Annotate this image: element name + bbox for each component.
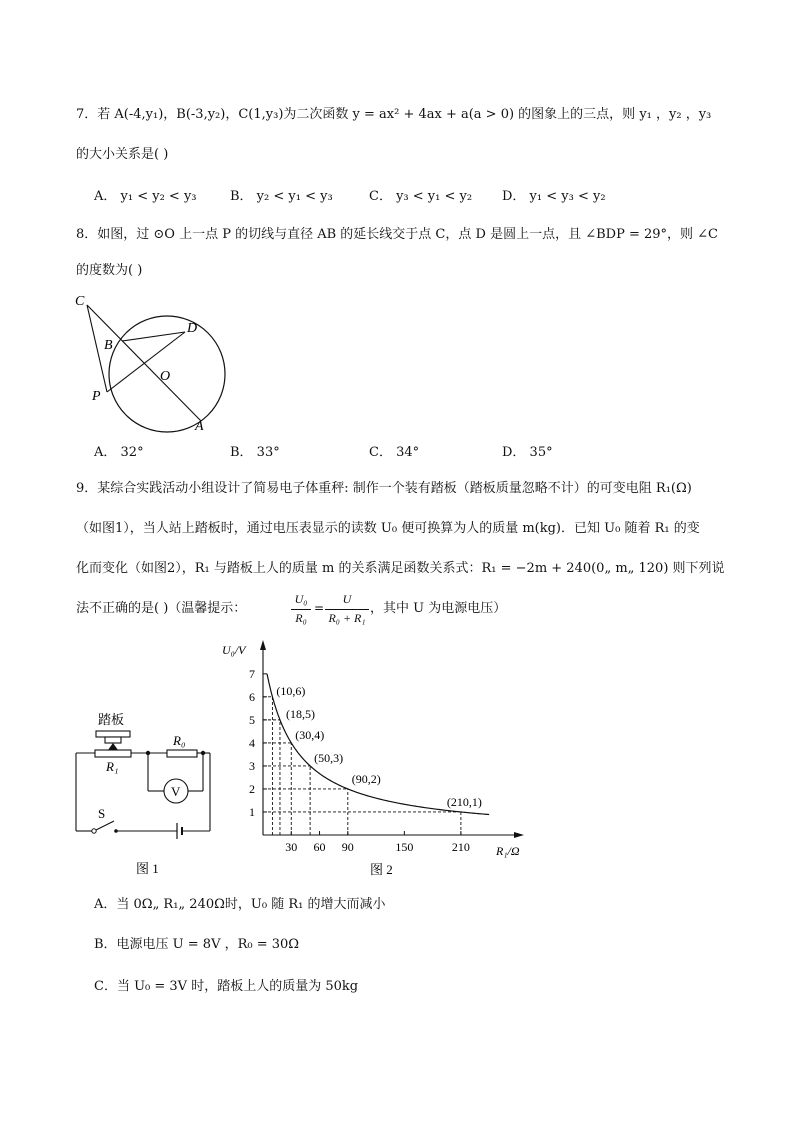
q8-option-a[interactable]: A． 32°	[94, 445, 144, 460]
q9-stem-line4-prefix: 法不正确的是( )（温馨提示：	[76, 601, 247, 616]
y-tick-label: 2	[249, 781, 255, 796]
r0-label: R₀	[173, 733, 186, 748]
y-axis-label: U₀/V	[222, 643, 246, 657]
circuit-figure	[70, 705, 220, 880]
hint-equals: =	[314, 601, 325, 615]
point-label: (210,1)	[446, 794, 482, 809]
q9-stem-line2: （如图1），当人站上踏板时，通过电压表显示的读数 U₀ 便可换算为人的质量 m(kg)．已知 U₀ 随着 R₁ 的变	[76, 521, 700, 536]
x-axis-label: R₁/Ω	[496, 844, 520, 858]
q7-stem-line1: 7．若 A(-4,y₁)，B(-3,y₂)，C(1,y₃)为二次函数 y = ax² + 4ax + a(a > 0) 的图象上的三点，则 y₁ ，y₂ ，y₃	[76, 107, 712, 122]
y-tick-label: 1	[249, 804, 255, 819]
label-b: B	[104, 338, 113, 353]
hint-fraction-right-numerator: U	[342, 592, 352, 606]
figure1-caption: 图 1	[136, 861, 159, 876]
hint-fraction-right-bar	[325, 609, 369, 610]
y-tick-label: 3	[249, 758, 255, 773]
y-tick-label: 6	[249, 689, 255, 704]
hint-formula	[290, 590, 370, 630]
switch-lever	[96, 821, 114, 830]
q9-stem-line3: 化而变化（如图2），R₁ 与踏板上人的质量 m 的关系满足函数关系式：R₁ = −2m + 240(0„ m„ 120) 则下列说	[76, 561, 725, 576]
q9-option-c[interactable]: C．当 U₀ = 3V 时，踏板上人的质量为 50kg	[94, 979, 359, 994]
x-tick-label: 210	[451, 840, 470, 854]
switch-label: S	[98, 806, 106, 821]
y-axis-arrow	[260, 640, 266, 650]
q7-stem-line2: 的大小关系是( )	[76, 147, 169, 162]
q8-stem-line1: 8．如图，过 ⊙O 上一点 P 的切线与直径 AB 的延长线交于点 C，点 D 是圆上一点，且 ∠BDP = 29°，则 ∠C	[76, 227, 718, 242]
voltmeter-label: V	[171, 784, 181, 799]
resistor-r1	[95, 750, 131, 757]
r1-label: R₁	[106, 759, 119, 774]
switch-contact-left	[92, 829, 96, 833]
q9-stem-line4-suffix: ，其中 U 为电源电压）	[370, 601, 507, 616]
resistor-r0	[167, 750, 197, 757]
point-label: (10,6)	[276, 683, 306, 698]
label-d: D	[187, 321, 198, 336]
x-tick-label: 30	[285, 840, 298, 854]
q8-circle-figure	[70, 288, 230, 436]
hint-fraction-left-bar	[291, 609, 311, 610]
y-tick-label: 7	[249, 666, 255, 681]
hint-fraction-left-denominator: R₀	[295, 611, 307, 625]
q8-option-c[interactable]: C． 34°	[369, 445, 420, 460]
q8-stem-line2: 的度数为( )	[76, 263, 143, 278]
label-o: O	[160, 369, 171, 384]
x-tick-label: 150	[395, 840, 414, 854]
q7-option-a[interactable]: A． y₁ < y₂ < y₃	[94, 189, 197, 204]
q9-stem-line1: 9．某综合实践活动小组设计了简易电子体重秤: 制作一个装有踏板（踏板质量忽略不计）的可变电阻 R₁(Ω)	[76, 481, 692, 496]
point-label: (18,5)	[285, 706, 315, 721]
hint-fraction-left-numerator: U₀	[294, 592, 308, 606]
q9-option-a[interactable]: A．当 0Ω„ R₁„ 240Ω时，U₀ 随 R₁ 的增大而减小	[94, 897, 386, 912]
u0-r1-chart	[220, 640, 530, 880]
figure2-caption: 图 2	[370, 862, 393, 877]
pedal-stem	[105, 737, 121, 743]
y-tick-label: 5	[249, 712, 255, 727]
point-label: (90,2)	[351, 771, 381, 786]
y-tick-label: 4	[249, 735, 255, 750]
hint-fraction-right-denominator: R₀ + R₁	[328, 611, 366, 625]
q8-option-b[interactable]: B． 33°	[230, 445, 280, 460]
label-c: C	[75, 294, 85, 309]
slider-arrow	[108, 743, 118, 750]
label-p: P	[92, 389, 101, 404]
point-label: (30,4)	[295, 727, 325, 742]
pedal-label: 踏板	[98, 712, 125, 727]
x-axis-arrow	[514, 832, 524, 838]
q7-option-d[interactable]: D． y₁ < y₃ < y₂	[502, 189, 606, 204]
point-label: (50,3)	[314, 750, 344, 765]
x-tick-label: 60	[313, 840, 326, 854]
pedal-plate	[96, 731, 130, 737]
x-tick-label: 90	[341, 840, 354, 854]
q7-option-c[interactable]: C． y₃ < y₁ < y₂	[369, 189, 473, 204]
q7-option-b[interactable]: B． y₂ < y₁ < y₃	[230, 189, 333, 204]
label-a: A	[195, 419, 204, 434]
q8-option-d[interactable]: D． 35°	[502, 445, 553, 460]
q9-option-b[interactable]: B．电源电压 U = 8V ，R₀ = 30Ω	[94, 937, 300, 952]
